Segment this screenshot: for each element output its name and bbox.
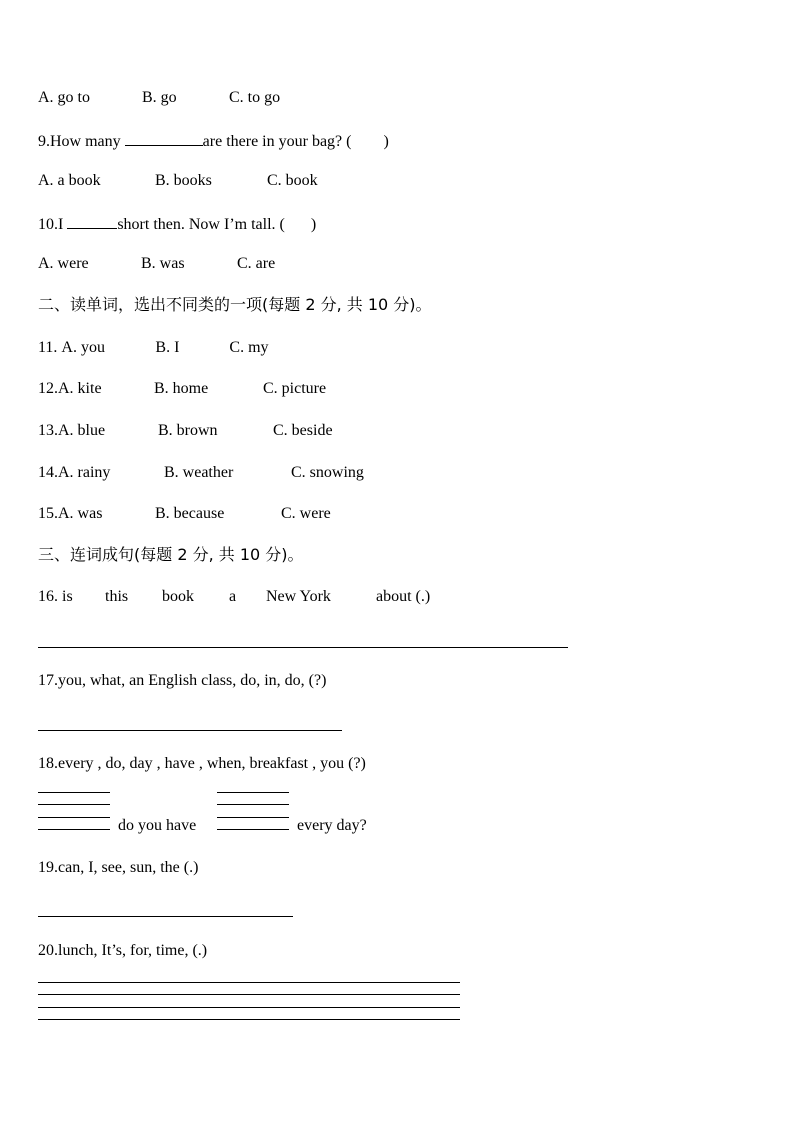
q9-text-after: are there in your bag? ( <box>202 133 352 150</box>
q10-option-b: B. was <box>141 255 185 272</box>
q18-blank-2-line[interactable] <box>217 817 289 818</box>
q15-option-b: B. because <box>155 505 225 522</box>
q15-number: 15. <box>38 505 58 522</box>
q8-option-a: A. go to <box>38 89 90 106</box>
q11-number: 11. <box>38 339 62 356</box>
q15-option-a: A. was <box>58 505 103 522</box>
q10-paren-close: ) <box>310 216 317 233</box>
q9-option-b: B. books <box>155 172 212 189</box>
q11-option-b: B. I <box>155 339 180 356</box>
q13-option-a: A. blue <box>58 422 106 439</box>
section3-title: 三、连词成句(每题 2 分, 共 10 分)。 <box>38 545 304 564</box>
q10-option-c: C. are <box>237 255 276 272</box>
q16-number: 16. <box>38 588 62 605</box>
q15-option-c: C. were <box>281 505 331 522</box>
q9-stem <box>38 130 389 152</box>
q12-option-c: C. picture <box>263 380 327 397</box>
q8-option-b: B. go <box>142 89 177 106</box>
q14-number: 14. <box>38 464 58 481</box>
q18-blank-1-line[interactable] <box>38 817 110 818</box>
q20-answer-line[interactable] <box>38 982 460 983</box>
q20-answer-line[interactable] <box>38 994 460 995</box>
q17-answer-line[interactable] <box>38 730 342 731</box>
q9-option-c: C. book <box>267 172 318 189</box>
q13-number: 13. <box>38 422 58 439</box>
q10-option-a: A. were <box>38 255 89 272</box>
q12-option-b: B. home <box>154 380 209 397</box>
q17-prompt: 17.you, what, an English class, do, in, do, (?) <box>38 672 327 689</box>
q16-answer-line[interactable] <box>38 647 568 648</box>
q18-middle-text: do you have <box>118 817 197 834</box>
q8-option-c: C. to go <box>229 89 281 106</box>
q16-word: book <box>162 588 194 605</box>
q10-text-before: 10.I <box>38 216 68 233</box>
q16-word: New York <box>266 588 331 605</box>
q14-option-a: A. rainy <box>58 464 111 481</box>
q18-blank-1-line[interactable] <box>38 792 110 793</box>
q16-word: this <box>105 588 129 605</box>
q8-options <box>38 88 280 108</box>
q16-word: about (.) <box>376 588 431 605</box>
q12-row <box>38 379 326 399</box>
q18-blank-2-line[interactable] <box>217 792 289 793</box>
q9-text-before: 9.How many <box>38 133 125 150</box>
q9-paren-close: ) <box>383 133 389 150</box>
q20-answer-line[interactable] <box>38 1007 460 1008</box>
q12-option-a: A. kite <box>58 380 102 397</box>
q20-prompt: 20.lunch, It’s, for, time, (.) <box>38 942 208 959</box>
section2-title: 二、读单词，选出不同类的一项(每题 2 分, 共 10 分)。 <box>38 295 432 314</box>
q18-end-text: every day? <box>297 817 367 834</box>
q16-words <box>38 587 430 607</box>
q11-option-a: A. you <box>61 339 105 356</box>
q10-stem <box>38 213 316 235</box>
q14-option-b: B. weather <box>164 464 234 481</box>
q10-blank[interactable] <box>67 213 117 229</box>
q18-blank-2-line[interactable] <box>217 829 289 830</box>
q12-number: 12. <box>38 380 58 397</box>
q11-option-c: C. my <box>229 339 269 356</box>
q15-row <box>38 504 331 524</box>
q13-row <box>38 421 333 441</box>
q9-blank[interactable] <box>125 130 203 146</box>
q18-blank-1-line[interactable] <box>38 829 110 830</box>
q20-answer-line[interactable] <box>38 1019 460 1020</box>
q9-options <box>38 171 318 191</box>
q10-options <box>38 254 275 274</box>
q11-row <box>38 338 269 358</box>
q18-prompt: 18.every , do, day , have , when, breakfast , you (?) <box>38 755 366 772</box>
q10-text-after: short then. Now I’m tall. ( <box>117 216 285 233</box>
q18-blank-2-line[interactable] <box>217 804 289 805</box>
q9-option-a: A. a book <box>38 172 101 189</box>
q18-blank-1-line[interactable] <box>38 804 110 805</box>
q13-option-b: B. brown <box>158 422 218 439</box>
q14-option-c: C. snowing <box>291 464 364 481</box>
q13-option-c: C. beside <box>273 422 333 439</box>
q16-word: is <box>62 588 73 605</box>
q19-prompt: 19.can, I, see, sun, the (.) <box>38 859 199 876</box>
q16-word: a <box>229 588 237 605</box>
q19-answer-line[interactable] <box>38 916 293 917</box>
q14-row <box>38 463 364 483</box>
